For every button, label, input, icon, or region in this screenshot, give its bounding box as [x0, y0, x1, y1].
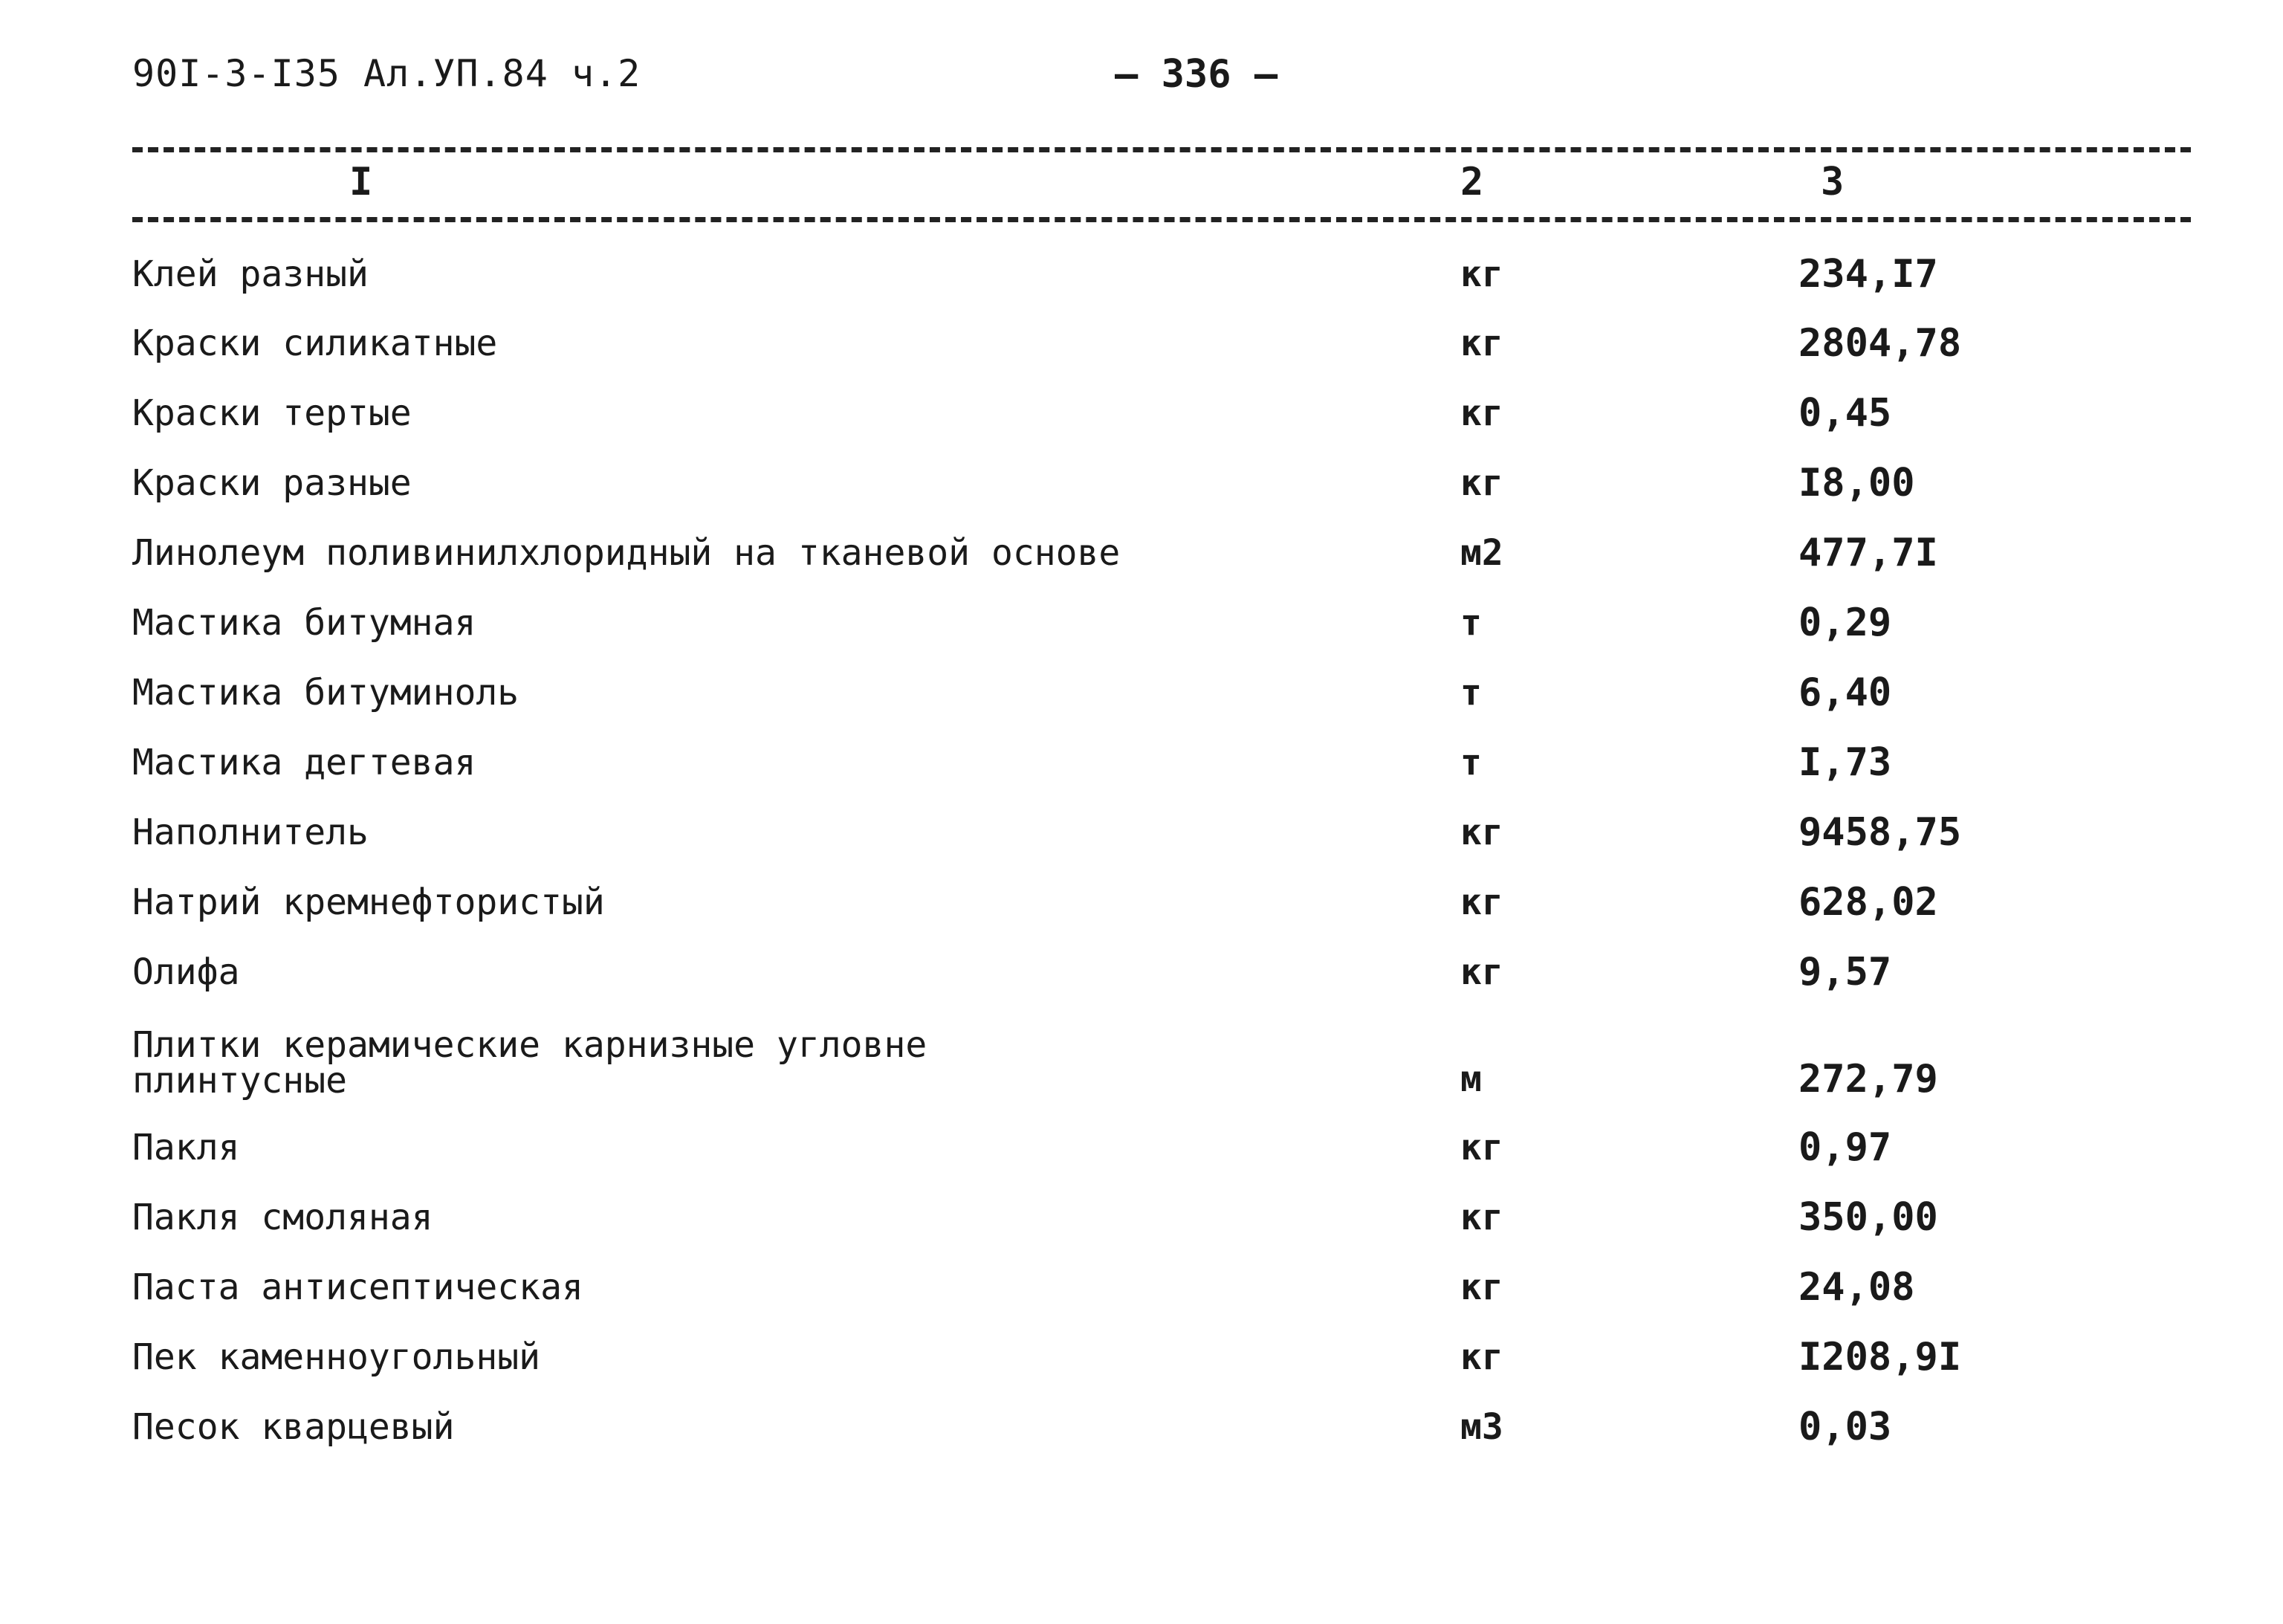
row-name: Краски разные [132, 462, 412, 504]
row-name: Паста антисептическая [132, 1266, 583, 1308]
row-quantity: 234,I7 [1798, 252, 1938, 297]
row-unit: кг [1460, 1127, 1503, 1168]
row-name: Мастика битуминоль [132, 672, 519, 714]
row-quantity: I8,00 [1798, 461, 1915, 505]
row-quantity: 350,00 [1798, 1195, 1938, 1240]
row-quantity: I208,9I [1798, 1335, 1962, 1379]
row-quantity: 477,7I [1798, 531, 1938, 575]
row-unit: кг [1460, 392, 1503, 434]
row-quantity: I,73 [1798, 740, 1892, 785]
row-unit: кг [1460, 323, 1503, 364]
column-header-quantity: 3 [1821, 160, 1845, 204]
row-name: Натрий кремнефтористый [132, 881, 605, 923]
table-row [0, 1195, 2283, 1259]
column-header-unit: 2 [1460, 160, 1484, 204]
table-row [0, 1335, 2283, 1399]
row-quantity: 628,02 [1798, 880, 1938, 925]
row-name: Песок кварцевый [132, 1406, 455, 1448]
row-quantity: 272,79 [1798, 1057, 1938, 1101]
row-quantity: 0,45 [1798, 391, 1892, 436]
row-name: Наполнитель [132, 812, 369, 853]
table-row [0, 880, 2283, 944]
row-unit: кг [1460, 462, 1503, 504]
row-name: Краски силикатные [132, 323, 498, 364]
row-unit: кг [1460, 812, 1503, 853]
row-unit: кг [1460, 951, 1503, 993]
column-header-name: I [349, 160, 373, 204]
row-name: Пакля [132, 1127, 240, 1168]
row-quantity: 0,29 [1798, 601, 1892, 645]
table-row [0, 391, 2283, 455]
row-quantity: 0,97 [1798, 1125, 1892, 1170]
row-unit: м3 [1460, 1406, 1503, 1448]
row-name: Олифа [132, 951, 240, 993]
table-row [0, 740, 2283, 804]
table-row [0, 810, 2283, 874]
row-name: Краски тертые [132, 392, 412, 434]
row-quantity: 6,40 [1798, 670, 1892, 715]
row-unit: кг [1460, 1336, 1503, 1378]
row-unit: кг [1460, 253, 1503, 295]
row-unit: кг [1460, 1197, 1503, 1238]
row-unit: т [1460, 672, 1482, 714]
table-row [0, 950, 2283, 1014]
row-name: Плитки керамические карнизные угловне плинтусные [132, 1024, 927, 1101]
table-row [0, 252, 2283, 316]
row-quantity: 24,08 [1798, 1265, 1915, 1310]
row-unit: м [1460, 1058, 1482, 1100]
page-number: – 336 – [1115, 52, 1278, 97]
row-name: Линолеум поливинилхлоридный на тканевой основе [132, 532, 1121, 574]
table-row [0, 321, 2283, 385]
table-row [0, 1125, 2283, 1189]
row-quantity: 2804,78 [1798, 321, 1962, 366]
table-row [0, 1024, 2283, 1121]
row-quantity: 9,57 [1798, 950, 1892, 994]
row-name: Мастика дегтевая [132, 742, 476, 783]
table-row [0, 601, 2283, 664]
table-row [0, 461, 2283, 525]
row-unit: кг [1460, 1266, 1503, 1308]
row-name: Клей разный [132, 253, 369, 295]
row-name: Пек каменноугольный [132, 1336, 541, 1378]
table-row [0, 531, 2283, 595]
table-row [0, 1405, 2283, 1469]
document-code: 90I-3-I35 Ал.УП.84 ч.2 [132, 52, 641, 95]
row-name: Пакля смоляная [132, 1197, 433, 1238]
row-unit: т [1460, 602, 1482, 644]
row-quantity: 0,03 [1798, 1405, 1892, 1449]
table-row [0, 670, 2283, 734]
table-row [0, 1265, 2283, 1329]
row-unit: т [1460, 742, 1482, 783]
row-unit: кг [1460, 881, 1503, 923]
row-name: Мастика битумная [132, 602, 476, 644]
row-quantity: 9458,75 [1798, 810, 1962, 855]
row-unit: м2 [1460, 532, 1503, 574]
